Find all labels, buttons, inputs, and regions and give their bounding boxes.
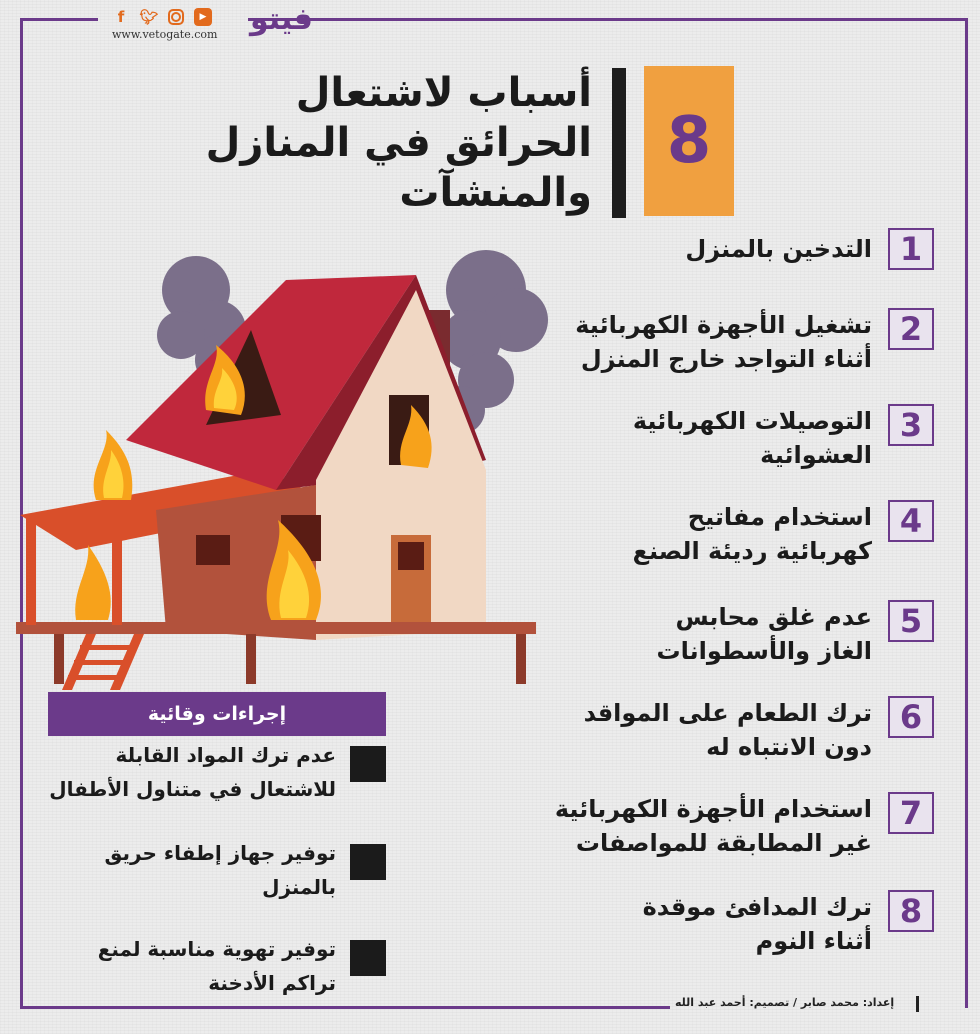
reason-line: عدم غلق محابس: [675, 603, 872, 631]
frame-right: [965, 18, 968, 1008]
reason-item: [555, 792, 934, 860]
reason-line: غير المطابقة للمواصفات: [575, 829, 872, 857]
prevention-text: [49, 738, 336, 806]
prevention-line: بالمنزل: [262, 875, 336, 899]
reason-number: 5: [888, 600, 934, 642]
reason-line: كهربائية رديئة الصنع: [632, 537, 872, 565]
burning-house-illustration: [16, 250, 576, 700]
reason-text: [633, 500, 872, 568]
reason-number: 1: [888, 228, 934, 270]
reason-line: أثناء التواجد خارج المنزل: [580, 345, 872, 373]
bullet-square-icon: [350, 940, 386, 976]
reason-number: 2: [888, 308, 934, 350]
reason-line: استخدام مفاتيح: [687, 503, 872, 531]
youtube-icon[interactable]: ▶: [194, 8, 212, 26]
twitter-icon[interactable]: 🐦︎: [139, 8, 159, 26]
prevention-line: تراكم الأدخنة: [208, 971, 336, 995]
reason-line: العشوائية: [760, 441, 872, 469]
prevention-line: عدم ترك المواد القابلة: [115, 743, 336, 767]
prevention-text: [105, 836, 337, 904]
website-url[interactable]: www.vetogate.com: [112, 28, 218, 41]
social-links: [112, 8, 212, 26]
frame-bottom: [20, 1006, 670, 1009]
reason-item: [633, 500, 934, 568]
reason-item: [656, 600, 934, 668]
reason-line: دون الانتباه له: [706, 733, 872, 761]
facebook-icon[interactable]: f: [117, 8, 125, 26]
reason-line: أثناء النوم: [755, 927, 872, 955]
reason-text: [575, 308, 872, 376]
reason-number: 7: [888, 792, 934, 834]
brand-logo: فيتو: [250, 2, 313, 37]
instagram-icon[interactable]: [168, 9, 184, 25]
frame-top-left: [20, 18, 98, 21]
reason-line: استخدام الأجهزة الكهربائية: [554, 795, 872, 823]
bullet-square-icon: [350, 746, 386, 782]
title-line-1: أسباب لاشتعال: [295, 70, 592, 116]
reason-line: ترك المدافئ موقدة: [642, 893, 872, 921]
reason-text: [555, 792, 872, 860]
title-divider: [612, 68, 626, 218]
reason-item: [685, 228, 934, 270]
page-title: [172, 68, 592, 218]
prevention-line: توفير جهاز إطفاء حريق: [104, 841, 336, 865]
reason-text: [584, 696, 872, 764]
reason-line: ترك الطعام على المواقد: [583, 699, 872, 727]
frame-top: [248, 18, 968, 21]
prevention-line: للاشتعال في متناول الأطفال: [49, 777, 336, 801]
title-line-2: الحرائق في المنازل: [205, 120, 592, 166]
reason-number: 3: [888, 404, 934, 446]
reason-number: 6: [888, 696, 934, 738]
reason-item: [633, 404, 934, 472]
prevention-item: [46, 932, 386, 1000]
reason-text: [685, 232, 872, 266]
reason-text: [643, 890, 872, 958]
prevention-item: [46, 836, 386, 904]
reason-line: الغاز والأسطوانات: [656, 637, 872, 665]
reason-item: [643, 890, 934, 958]
reason-item: [575, 308, 934, 376]
reason-text: [633, 404, 872, 472]
prevention-line: توفير تهوية مناسبة لمنع: [97, 937, 336, 961]
reason-line: تشغيل الأجهزة الكهربائية: [575, 311, 872, 339]
prevention-item: [46, 738, 386, 806]
prevention-text: [98, 932, 336, 1000]
reason-number: 8: [888, 890, 934, 932]
prevention-heading: إجراءات وقائية: [48, 692, 386, 736]
title-line-3: والمنشآت: [399, 170, 592, 216]
reason-line: التدخين بالمنزل: [685, 235, 872, 263]
bullet-square-icon: [350, 844, 386, 880]
reason-line: التوصيلات الكهربائية: [632, 407, 872, 435]
reason-text: [656, 600, 872, 668]
reason-number: 4: [888, 500, 934, 542]
title-number: 8: [644, 66, 734, 216]
credits: إعداد: محمد صابر / تصميم: أحمد عبد الله: [675, 996, 895, 1009]
credit-divider: [916, 996, 919, 1012]
reason-item: [584, 696, 934, 764]
